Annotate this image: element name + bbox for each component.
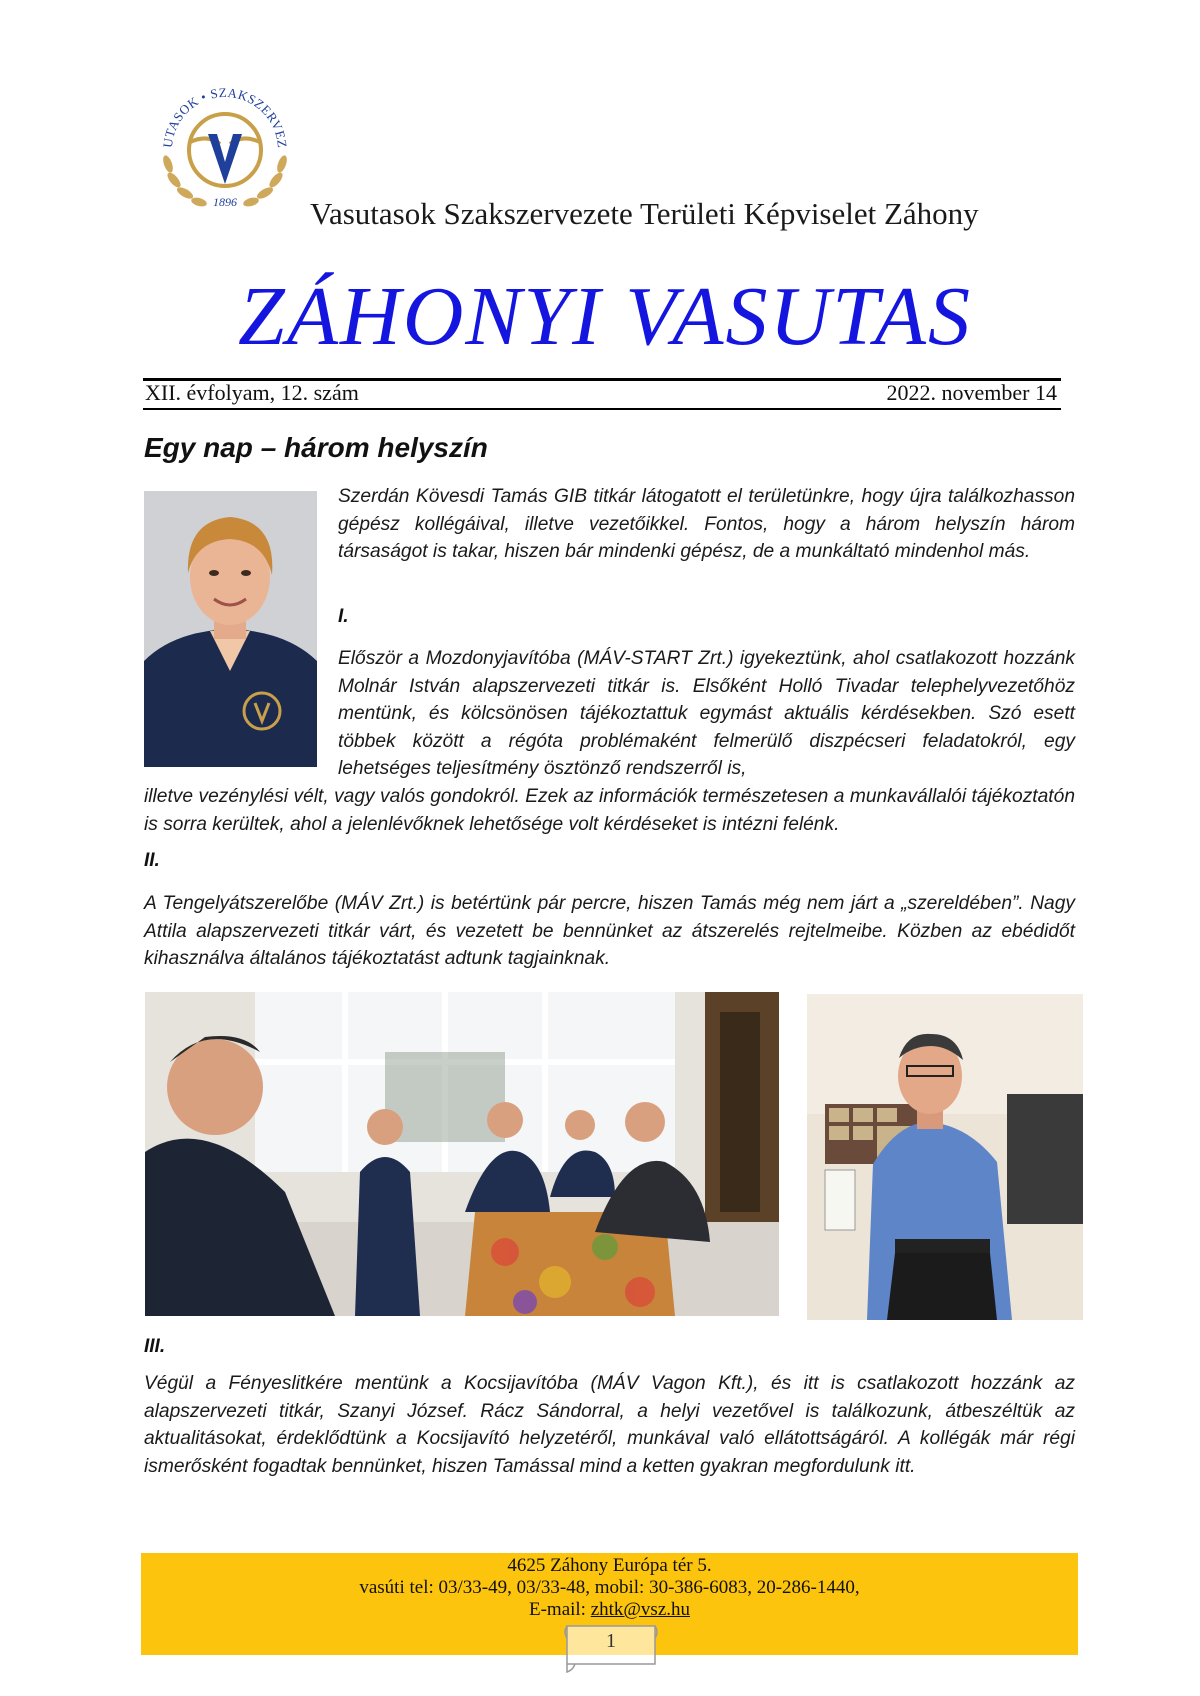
footer-address: 4625 Záhony Európa tér 5.	[507, 1555, 712, 1576]
union-logo	[150, 72, 300, 220]
organization-name: Vasutasok Szakszervezete Területi Képviselet Záhony	[310, 196, 979, 231]
footer-phones: vasúti tel: 03/33-49, 03/33-48, mobil: 30-386-6083, 20-286-1440,	[359, 1577, 860, 1598]
article-headline: Egy nap – három helyszín	[144, 432, 488, 463]
footer-email-label: E-mail:	[528, 1599, 591, 1620]
footer-email-line	[141, 1599, 1078, 1621]
footer-email-link[interactable]: zhtk@vsz.hu	[590, 1599, 691, 1620]
issue-number: XII. évfolyam, 12. szám	[145, 380, 359, 405]
section-label-1: I.	[338, 606, 349, 627]
section2-paragraph: A Tengelyátszerelőbe (MÁV Zrt.) is betértünk pár percre, hiszen Tamás még nem járt a „szereldében”. Nagy Attila alapszervezeti titkár várt, és vezetett be bennünket az átszerelés rejtelmeibe. Közben az ebédidőt kihasználva általános tájékoztatást adtunk tagjainknak.	[144, 893, 1075, 969]
article-intro: Szerdán Kövesdi Tamás GIB titkár látogatott el területünkre, hogy újra találkozhasson gépész kollégáival, illetve vezetőikkel. Fontos, hogy a három helyszín három társaságot is takar, hiszen bár mindenki gépész, de a munkáltató mindenhol más.	[338, 486, 1075, 562]
logo-ring-text: UTASOK • SZAKSZERVEZ	[159, 84, 291, 149]
speaker-photo	[807, 994, 1083, 1320]
issue-date: 2022. november 14	[886, 380, 1057, 405]
portrait-photo	[144, 491, 317, 767]
section-label-3: III.	[144, 1336, 166, 1357]
section-label-2: II.	[144, 850, 160, 871]
masthead-rule-bottom	[143, 408, 1061, 410]
newsletter-masthead: ZÁHONYI VASUTAS	[238, 270, 972, 363]
section1-paragraph-continued: illetve vezénylési vélt, vagy valós gondokról. Ezek az információk természetesen a munkavállalói tájékoztatón is sorra kerültek, ahol a jelenlévőknek lehetősége volt kérdéseket is intézni felénk.	[144, 786, 1075, 835]
logo-year: 1896	[213, 195, 237, 209]
section1-paragraph: Először a Mozdonyjavítóba (MÁV-START Zrt.) igyekeztünk, ahol csatlakozott hozzánk Molnár István alapszervezeti titkár is. Elsőként Holló Tivadar telephelyvezetőhöz mentünk, és kölcsönösen tájékoztattuk egymást aktuális kérdésekben. Szó esett többek között a régóta problémaként felmerülő diszpécseri feladatokról, egy lehetséges teljesítmény ösztönző rendszerről is,	[338, 648, 1075, 779]
meeting-group-photo	[145, 992, 779, 1316]
section3-paragraph: Végül a Fényeslitkére mentünk a Kocsijavítóba (MÁV Vagon Kft.), és itt is csatlakozott hozzánk az alapszervezeti titkár, Szanyi József. Rácz Sándorral, a helyi vezetővel is találkozunk, átbeszéltük az aktualitásokat, érdeklődtünk a Kocsijavító helyzetéről, munkával való ellátottságáról. A kollégák már régi ismerősként fogadtak bennünket, hiszen Tamással mind a ketten gyakran megfordulunk itt.	[144, 1373, 1075, 1477]
page-number: 1	[606, 1630, 616, 1652]
